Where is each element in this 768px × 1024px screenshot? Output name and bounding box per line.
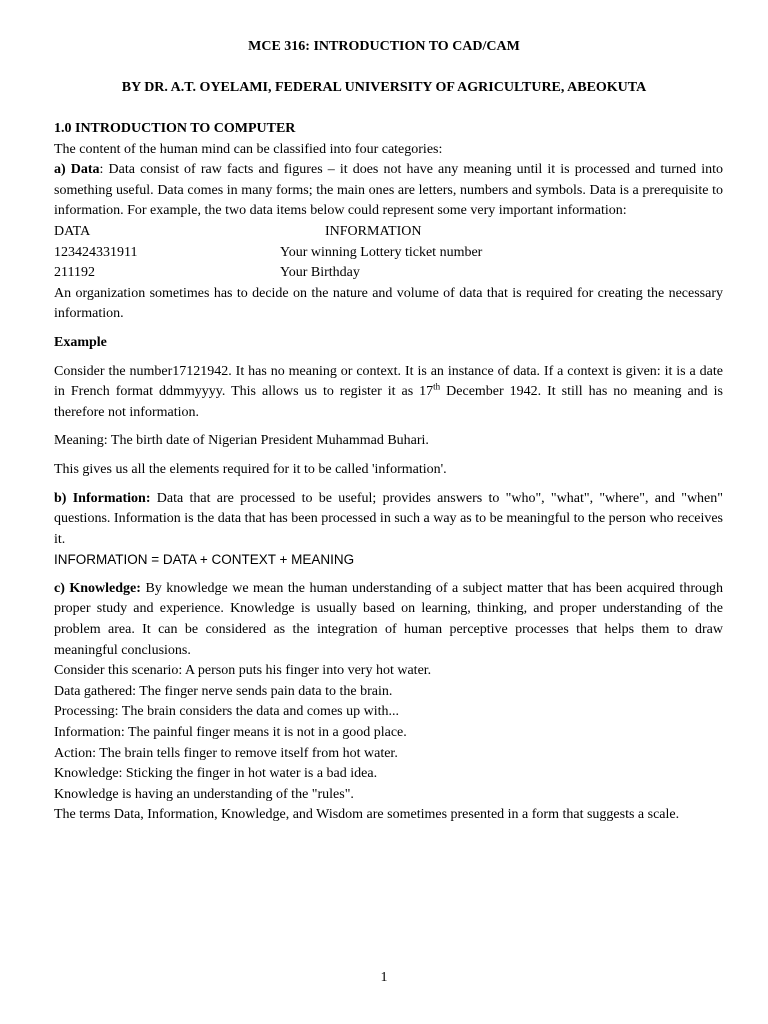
section-heading: 1.0 INTRODUCTION TO COMPUTER — [54, 121, 296, 136]
information-label: b) Information: — [54, 490, 151, 506]
scenario-line: Knowledge: Sticking the finger in hot water is a bad idea. — [54, 766, 378, 782]
information-column-header: INFORMATION — [325, 223, 422, 239]
knowledge-label: c) Knowledge: — [54, 580, 141, 596]
example-text-part2: December 1942. It still has no meaning and is therefore not information. — [54, 384, 723, 420]
data-text: : Data consist of raw facts and figures – it does not have any meaning until it is processed and turned into something useful. Data comes in many forms; the main ones are letters, numbers and symbols. Data is a prerequisite to information. For example, the two data items below could represent some very important information: — [54, 162, 723, 219]
course-title: MCE 316: INTRODUCTION TO CAD/CAM — [248, 39, 520, 54]
organization-paragraph: An organization sometimes has to decide on the nature and volume of data that is required for creating the necessary information. — [54, 285, 723, 322]
data-paragraph — [54, 160, 723, 222]
data-column-header: DATA — [54, 223, 91, 239]
table-row — [54, 263, 723, 284]
document-body — [54, 119, 723, 826]
information-paragraph — [54, 489, 723, 551]
table-row — [54, 243, 723, 264]
information-text: Data that are processed to be useful; provides answers to "who", "what", "where", and "when" questions. Information is the data that has been processed in such a way as to be meaningful to the person who receives it. — [54, 490, 723, 547]
scenario-line: Consider this scenario: A person puts his finger into very hot water. — [54, 663, 432, 679]
meaning-line: Meaning: The birth date of Nigerian President Muhammad Buhari. — [54, 433, 429, 449]
knowledge-text: By knowledge we mean the human understanding of a subject matter that has been acquired through proper study and experience. Knowledge is usually based on learning, thinking, and proper understanding of the problem area. It can be considered as the integration of human perceptive processes that helps them to draw meaningful conclusions. — [54, 580, 723, 658]
page-number: 1 — [380, 970, 388, 985]
ordinal-suffix: th — [433, 381, 441, 392]
gives-line: This gives us all the elements required for it to be called 'information'. — [54, 461, 447, 477]
example-heading: Example — [54, 334, 107, 350]
table-cell-info: Your winning Lottery ticket number — [280, 244, 483, 260]
table-cell-data: 211192 — [54, 265, 95, 281]
data-label: a) Data — [54, 162, 100, 178]
example-paragraph — [54, 362, 723, 424]
scenario-line: Data gathered: The finger nerve sends pain data to the brain. — [54, 683, 393, 699]
scenario-line: Processing: The brain considers the data and comes up with... — [54, 704, 399, 720]
scenario-line: Information: The painful finger means it is not in a good place. — [54, 725, 407, 741]
closing-paragraph: The terms Data, Information, Knowledge, and Wisdom are sometimes presented in a form that suggests a scale. — [54, 807, 680, 823]
table-cell-data: 123424331911 — [54, 244, 138, 260]
author-line: BY DR. A.T. OYELAMI, FEDERAL UNIVERSITY OF AGRICULTURE, ABEOKUTA — [121, 80, 647, 95]
example-text-part1: Consider the number17121942. It has no meaning or context. It is an instance of data. If a context is given: it is a date in French format ddmmyyyy. This allows us to register it as 17 — [54, 363, 723, 400]
section-intro: The content of the human mind can be classified into four categories: — [54, 141, 443, 157]
table-cell-info: Your Birthday — [280, 265, 360, 281]
data-table-header — [54, 222, 723, 243]
information-formula: INFORMATION = DATA + CONTEXT + MEANING — [54, 552, 355, 568]
scenario-line: Knowledge is having an understanding of the "rules". — [54, 786, 354, 802]
knowledge-paragraph — [54, 579, 723, 661]
scenario-line: Action: The brain tells finger to remove itself from hot water. — [54, 745, 398, 761]
